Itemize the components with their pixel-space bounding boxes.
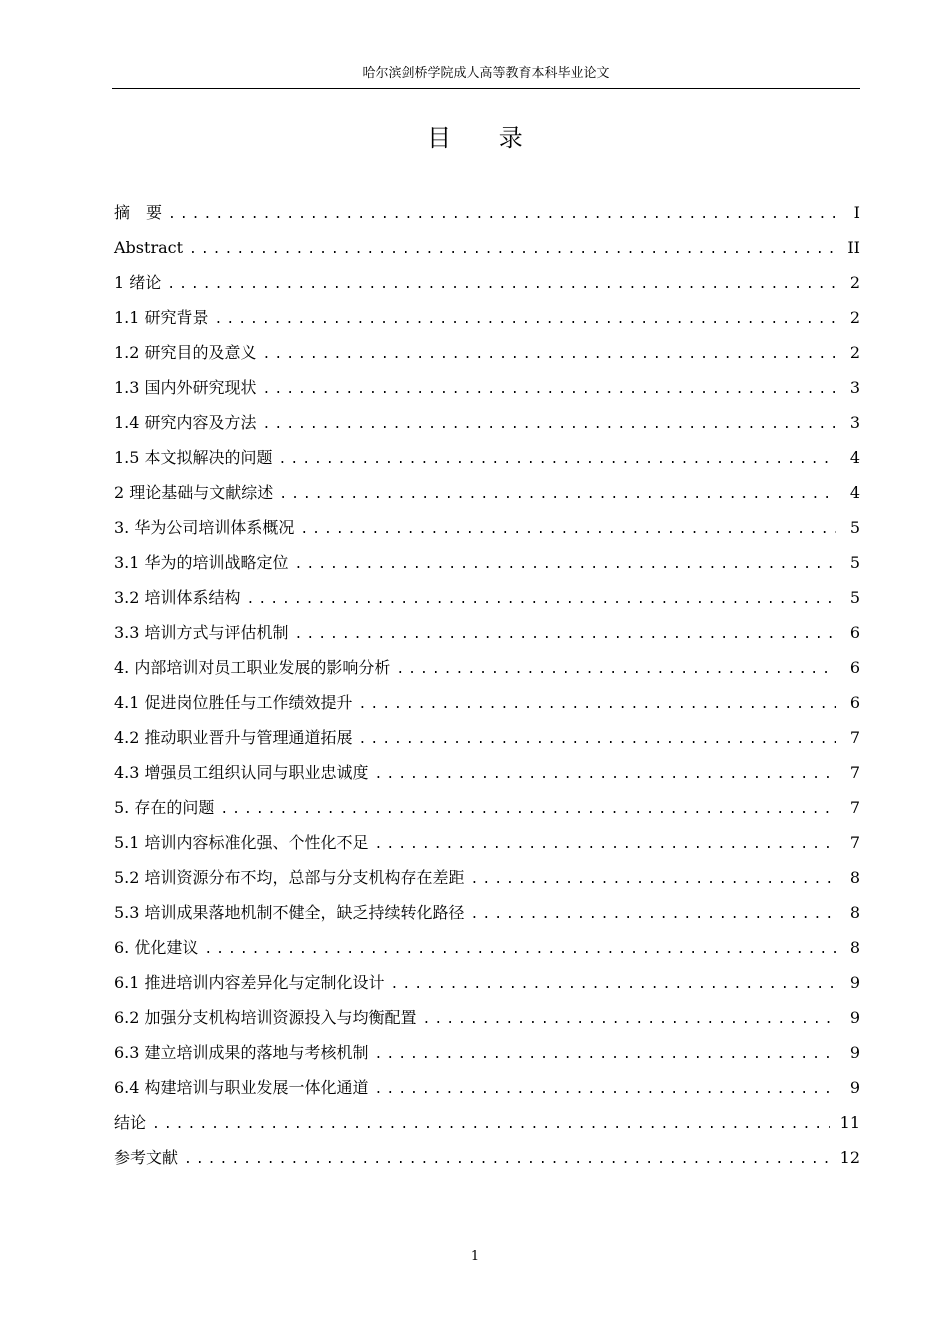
toc-entry[interactable] <box>114 475 860 510</box>
toc-entry[interactable] <box>114 860 860 895</box>
toc-entry[interactable] <box>114 790 860 825</box>
toc-entry[interactable] <box>114 755 860 790</box>
dot-leader <box>300 512 836 547</box>
dot-leader <box>168 197 836 232</box>
toc-entry[interactable] <box>114 440 860 475</box>
dot-leader <box>295 617 836 652</box>
toc-entry-label: 3.2 培训体系结构 <box>114 588 241 607</box>
toc-entry-page: 11 <box>839 1113 860 1132</box>
toc-entry-label: 3.3 培训方式与评估机制 <box>114 623 289 642</box>
toc-entry-label: 1.1 研究背景 <box>114 308 209 327</box>
dot-leader <box>279 442 836 477</box>
toc-entry-label: Abstract <box>114 238 184 257</box>
toc-entry-label: 参考文献 <box>114 1148 179 1167</box>
toc-entry[interactable] <box>114 650 860 685</box>
dot-leader <box>396 652 836 687</box>
toc-entry[interactable] <box>114 685 860 720</box>
toc-entry-label: 3.1 华为的培训战略定位 <box>114 553 289 572</box>
dot-leader <box>375 827 836 862</box>
dot-leader <box>295 547 836 582</box>
toc-entry-page: 5 <box>849 588 860 607</box>
toc-entry-page: 6 <box>849 693 860 712</box>
toc-entry-page: 8 <box>849 903 860 922</box>
toc-entry[interactable] <box>114 300 860 335</box>
dot-leader <box>220 792 836 827</box>
dot-leader <box>184 1142 830 1177</box>
toc-entry-label: 6.2 加强分支机构培训资源投入与均衡配置 <box>114 1008 417 1027</box>
toc-entry-page: II <box>847 238 860 257</box>
dot-leader <box>263 337 836 372</box>
toc-entry-page: 3 <box>849 378 860 397</box>
toc-entry-page: 4 <box>849 448 860 467</box>
dot-leader <box>167 267 836 302</box>
dot-leader <box>204 932 836 967</box>
dot-leader <box>471 897 836 932</box>
toc-entry-page: 2 <box>849 273 860 292</box>
toc-entry-label: 1.5 本文拟解决的问题 <box>114 448 273 467</box>
toc-entry-page: 5 <box>849 553 860 572</box>
dot-leader <box>359 722 836 757</box>
dot-leader <box>423 1002 836 1037</box>
toc-entry-page: 9 <box>849 973 860 992</box>
toc-entry-page: 7 <box>849 798 860 817</box>
page-number: 1 <box>470 1249 480 1264</box>
toc-entry-page: 2 <box>849 343 860 362</box>
dot-leader <box>263 407 836 442</box>
toc-entry[interactable] <box>114 895 860 930</box>
toc-entry-label: 摘 要 <box>114 203 163 222</box>
toc-entry[interactable] <box>114 265 860 300</box>
header-title: 哈尔滨剑桥学院成人高等教育本科毕业论文 <box>362 66 610 81</box>
dot-leader <box>375 1037 836 1072</box>
toc-entry-label: 4.3 增强员工组织认同与职业忠诚度 <box>114 763 369 782</box>
toc-entry[interactable] <box>114 720 860 755</box>
toc-entry-page: 7 <box>849 728 860 747</box>
toc-entry-label: 5.2 培训资源分布不均，总部与分支机构存在差距 <box>114 868 465 887</box>
toc-entry[interactable] <box>114 1000 860 1035</box>
toc-entry-label: 4.2 推动职业晋升与管理通道拓展 <box>114 728 353 747</box>
toc-entry[interactable] <box>114 405 860 440</box>
toc-entry-label: 5. 存在的问题 <box>114 798 215 817</box>
toc-entry-page: 2 <box>849 308 860 327</box>
toc-entry-page: 5 <box>849 518 860 537</box>
dot-leader <box>189 232 836 267</box>
toc-entry-label: 6.4 构建培训与职业发展一体化通道 <box>114 1078 369 1097</box>
toc-entry-page: 6 <box>849 658 860 677</box>
toc-entry-label: 6. 优化建议 <box>114 938 199 957</box>
toc-entry-page: 7 <box>849 833 860 852</box>
dot-leader <box>375 1072 836 1107</box>
toc-title: 目 录 <box>427 124 543 152</box>
toc-entry-label: 1 绪论 <box>114 273 162 292</box>
toc-entry[interactable] <box>114 825 860 860</box>
toc-entry-page: 9 <box>849 1008 860 1027</box>
toc-entry-page: 7 <box>849 763 860 782</box>
dot-leader <box>152 1107 830 1142</box>
toc-entry-label: 1.3 国内外研究现状 <box>114 378 257 397</box>
toc-entry-page: 6 <box>849 623 860 642</box>
toc-entry-label: 6.3 建立培训成果的落地与考核机制 <box>114 1043 369 1062</box>
toc-entry-page: I <box>853 203 860 222</box>
toc-entry-label: 3. 华为公司培训体系概况 <box>114 518 295 537</box>
toc-entry[interactable] <box>114 370 860 405</box>
dot-leader <box>359 687 836 722</box>
toc-entry-label: 2 理论基础与文献综述 <box>114 483 274 502</box>
toc-entry-label: 4. 内部培训对员工职业发展的影响分析 <box>114 658 391 677</box>
page-header <box>112 60 860 89</box>
dot-leader <box>471 862 836 897</box>
toc-entry[interactable] <box>114 615 860 650</box>
toc-entry-label: 5.1 培训内容标准化强、个性化不足 <box>114 833 369 852</box>
toc-entry-page: 4 <box>849 483 860 502</box>
toc-entry-label: 6.1 推进培训内容差异化与定制化设计 <box>114 973 385 992</box>
toc-entry[interactable] <box>114 580 860 615</box>
toc-entry-label: 1.2 研究目的及意义 <box>114 343 257 362</box>
toc-entry-page: 9 <box>849 1043 860 1062</box>
toc-entry[interactable] <box>114 1070 860 1105</box>
dot-leader <box>391 967 836 1002</box>
toc-entry-page: 8 <box>849 868 860 887</box>
toc-entry[interactable] <box>114 1035 860 1070</box>
dot-leader <box>215 302 836 337</box>
toc-entry[interactable] <box>114 930 860 965</box>
toc-entry[interactable] <box>114 1140 860 1175</box>
toc-entry-label: 5.3 培训成果落地机制不健全，缺乏持续转化路径 <box>114 903 465 922</box>
toc-entry[interactable] <box>114 1105 860 1140</box>
dot-leader <box>375 757 836 792</box>
toc-entry[interactable] <box>114 965 860 1000</box>
dot-leader <box>263 372 836 407</box>
toc-entry[interactable] <box>114 230 860 265</box>
dot-leader <box>247 582 836 617</box>
toc-entry-page: 3 <box>849 413 860 432</box>
toc-entry-label: 1.4 研究内容及方法 <box>114 413 257 432</box>
table-of-contents <box>114 195 860 1175</box>
dot-leader <box>279 477 836 512</box>
toc-entry-label: 结论 <box>114 1113 147 1132</box>
toc-entry-page: 8 <box>849 938 860 957</box>
toc-entry-page: 12 <box>839 1148 860 1167</box>
toc-entry[interactable] <box>114 545 860 580</box>
toc-entry[interactable] <box>114 335 860 370</box>
toc-entry-label: 4.1 促进岗位胜任与工作绩效提升 <box>114 693 353 712</box>
toc-entry[interactable] <box>114 510 860 545</box>
toc-entry-page: 9 <box>849 1078 860 1097</box>
toc-entry[interactable] <box>114 195 860 230</box>
